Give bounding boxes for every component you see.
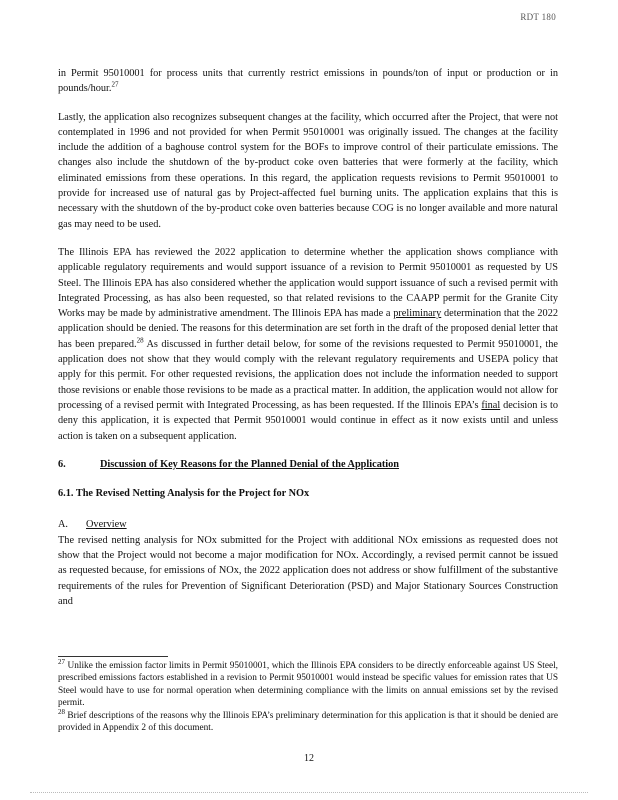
body-text [58, 66, 558, 622]
section-6-1-heading: 6.1. The Revised Netting Analysis for the Project for NOx [58, 488, 310, 500]
footnote-ref-27: 27 [111, 80, 119, 89]
final-emphasis: final [481, 399, 501, 411]
page-number: 12 [304, 753, 314, 764]
preliminary-emphasis: preliminary [393, 308, 442, 320]
footnote-27: $^{27}$ Unlike the emission factor limits in Permit 95010001, which the Illinois EPA considers to be directly enforceable against US Steel, prescribed emissions factors established in a revision to Permit 95010001 would instead be specific values for emission rates that US Steel would have to use for normal operation when determining compliance with the limits on annual emissions set by the revised permit. [58, 657, 558, 709]
paragraph-4: The revised netting analysis for NOx submitted for the Project with additional NOx emissions as requested does not show that the Project would not become a major modification for NOx. Accordingly, a revised permit cannot be issued as requested because, for emissions of NOx, the 2022 application does not address or show fulfillment of the substantive requirements of the rules for Prevention of Significant Deterioration (PSD) and Major Stationary Sources Construction and [58, 534, 558, 607]
scan-edge-line [30, 792, 588, 793]
subsection-a-heading: A. Overview [58, 519, 127, 531]
paragraph-2: Lastly, the application also recognizes subsequent changes at the facility, which occurred after the Project, that were not contemplated in 1996 and not provided for when Permit 95010001 was originally issued. The changes at the facility include the addition of a baghouse control system for the BOFs to improve control of their particulate emissions. The changes also include the shutdown of the by-product coke oven batteries that were formerly at the facility, which eliminated emissions from these operations. In this regard, the application requests revisions to Permit 95010001 to provide for increased use of natural gas by Project-affected fuel burning units. The application explains that this is necessary with the shutdown of the by-product coke oven batteries because COG is no longer available and more natural gas may need to be used. [58, 111, 558, 230]
footnote-ref-28: 28 [136, 336, 144, 345]
footnote-28: $^{28}$ Brief descriptions of the reasons why the Illinois EPA’s preliminary determination for this application is that it should be denied are provided in Appendix 2 of this document. [58, 707, 558, 734]
document-id: RDT 180 [520, 12, 556, 22]
section-6-heading: 6. Discussion of Key Reasons for the Planned Denial of the Application [58, 458, 400, 470]
paragraph-1: in Permit 95010001 for process units that currently restrict emissions in pounds/ton of input or production or in pounds/hour.$^{27}$ [58, 68, 558, 95]
footnote-divider [58, 656, 168, 657]
paragraph-3: The Illinois EPA has reviewed the 2022 application to determine whether the application shows compliance with applicable regulatory requirements and would support issuance of a revision to Permit 95010001 as requested by US Steel. The Illinois EPA has also considered whether the application would support issuance of such a revised permit with Integrated Processing, as has also been requested, so that related revisions to the CAAPP permit for the Granite City Works may be made by administrative amendment. The Illinois EPA has made a preliminary determination that the 2022 application should be denied. The reasons for this determination are set forth in the draft of the proposed denial letter that has been prepared.$^{28}$ As discussed in further detail below, for some of the revisions requested to Permit 95010001, the application does not show that they would comply with the relevant regulatory requirements and USEPA policy that apply for this permit. For other requested revisions, the application does not include the information needed to support those revisions or enable those revisions to be made as a practical matter. In addition, the application would not allow for processing of a revised permit with Integrated Processing, as has been requested. If the Illinois EPA’s final decision is to deny this application, it is expected that Permit 95010001 would continue in effect as it now exists until and unless action is taken on a subsequent application. [58, 246, 559, 442]
footnotes [58, 657, 558, 734]
